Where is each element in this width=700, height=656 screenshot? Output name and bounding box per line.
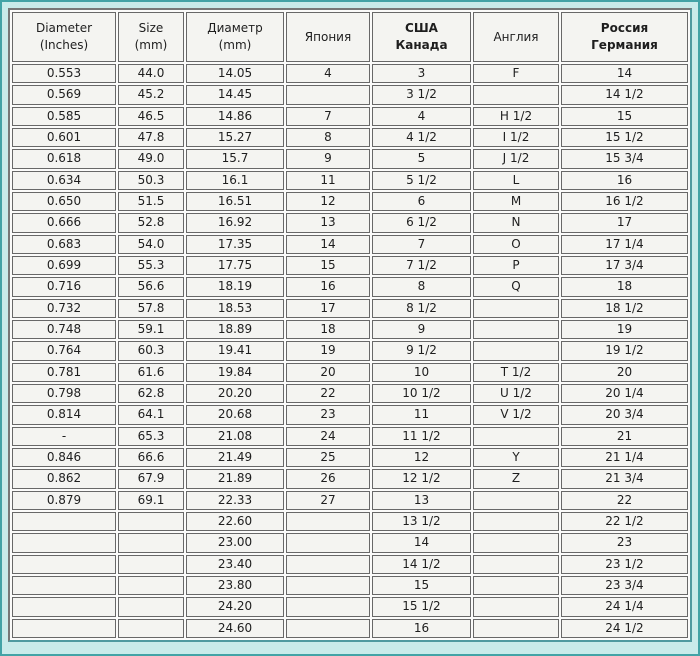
table-row xyxy=(12,320,688,339)
table-cell: 11 xyxy=(372,405,471,424)
table-cell xyxy=(473,299,559,318)
table-cell xyxy=(286,85,370,104)
table-cell: 10 xyxy=(372,363,471,382)
table-cell: 24 xyxy=(286,427,370,446)
table-cell: 15 xyxy=(372,576,471,595)
table-cell: 51.5 xyxy=(118,192,184,211)
table-row xyxy=(12,107,688,126)
table-cell: 4 xyxy=(286,64,370,83)
table-cell: 17 3/4 xyxy=(561,256,688,275)
table-cell: 0.862 xyxy=(12,469,116,488)
table-cell: 13 1/2 xyxy=(372,512,471,531)
table-cell: 24.60 xyxy=(186,619,284,638)
table-cell: 27 xyxy=(286,491,370,510)
table-cell: 16 xyxy=(561,171,688,190)
table-cell: 14 xyxy=(286,235,370,254)
table-cell: 0.798 xyxy=(12,384,116,403)
table-row xyxy=(12,576,688,595)
table-row xyxy=(12,448,688,467)
table-cell: 19 1/2 xyxy=(561,341,688,360)
table-cell: 20.20 xyxy=(186,384,284,403)
table-cell: 0.553 xyxy=(12,64,116,83)
table-cell: 0.666 xyxy=(12,213,116,232)
table-cell: 4 1/2 xyxy=(372,128,471,147)
table-row xyxy=(12,555,688,574)
table-row xyxy=(12,277,688,296)
table-cell xyxy=(286,619,370,638)
table-cell: 15 1/2 xyxy=(372,597,471,616)
table-cell xyxy=(473,512,559,531)
table-cell xyxy=(473,491,559,510)
table-cell: 14.05 xyxy=(186,64,284,83)
table-cell: 47.8 xyxy=(118,128,184,147)
table-cell: 4 xyxy=(372,107,471,126)
table-cell: 16.1 xyxy=(186,171,284,190)
table-cell: 24.20 xyxy=(186,597,284,616)
table-cell: 18 xyxy=(561,277,688,296)
table-cell: P xyxy=(473,256,559,275)
table-cell xyxy=(118,512,184,531)
table-cell: 57.8 xyxy=(118,299,184,318)
table-cell: 15.7 xyxy=(186,149,284,168)
table-cell: 0.716 xyxy=(12,277,116,296)
table-cell: Z xyxy=(473,469,559,488)
table-cell: 15 1/2 xyxy=(561,128,688,147)
table-cell: 55.3 xyxy=(118,256,184,275)
table-cell xyxy=(286,533,370,552)
table-cell: 0.650 xyxy=(12,192,116,211)
table-cell: 0.748 xyxy=(12,320,116,339)
table-cell xyxy=(12,533,116,552)
table-cell: 13 xyxy=(286,213,370,232)
table-cell: 20 xyxy=(286,363,370,382)
table-cell: 16 xyxy=(372,619,471,638)
table-cell: 23 1/2 xyxy=(561,555,688,574)
table-cell: 17.75 xyxy=(186,256,284,275)
header-row xyxy=(12,12,688,62)
table-cell: 54.0 xyxy=(118,235,184,254)
table-cell: 17.35 xyxy=(186,235,284,254)
table-cell: 16.92 xyxy=(186,213,284,232)
table-cell: 0.634 xyxy=(12,171,116,190)
table-cell: 16.51 xyxy=(186,192,284,211)
table-cell xyxy=(286,597,370,616)
table-cell: 12 xyxy=(286,192,370,211)
table-row xyxy=(12,491,688,510)
table-cell: 18 1/2 xyxy=(561,299,688,318)
table-cell: 0.879 xyxy=(12,491,116,510)
table-cell: 23 xyxy=(286,405,370,424)
table-cell: 19.84 xyxy=(186,363,284,382)
table-cell: 18 xyxy=(286,320,370,339)
table-cell: 22.60 xyxy=(186,512,284,531)
table-cell: 0.569 xyxy=(12,85,116,104)
table-cell: 61.6 xyxy=(118,363,184,382)
table-cell: 49.0 xyxy=(118,149,184,168)
table-cell: 10 1/2 xyxy=(372,384,471,403)
table-cell: 9 xyxy=(286,149,370,168)
table-cell: 22 xyxy=(561,491,688,510)
table-cell: 24 1/2 xyxy=(561,619,688,638)
table-cell xyxy=(473,427,559,446)
table-cell: 17 xyxy=(561,213,688,232)
table-cell: 20 xyxy=(561,363,688,382)
table-row xyxy=(12,341,688,360)
table-cell: 19 xyxy=(561,320,688,339)
table-row xyxy=(12,299,688,318)
table-row xyxy=(12,149,688,168)
table-cell: 3 1/2 xyxy=(372,85,471,104)
table-cell: 14.86 xyxy=(186,107,284,126)
table-cell: 46.5 xyxy=(118,107,184,126)
table-cell: 11 xyxy=(286,171,370,190)
table-cell: 0.585 xyxy=(12,107,116,126)
table-cell: 22.33 xyxy=(186,491,284,510)
table-cell: 0.699 xyxy=(12,256,116,275)
table-cell: 20 1/4 xyxy=(561,384,688,403)
table-cell: 23 3/4 xyxy=(561,576,688,595)
table-cell: 0.601 xyxy=(12,128,116,147)
table-cell: H 1/2 xyxy=(473,107,559,126)
table-cell: 64.1 xyxy=(118,405,184,424)
table-cell: L xyxy=(473,171,559,190)
table-cell: 21 1/4 xyxy=(561,448,688,467)
table-cell: 9 1/2 xyxy=(372,341,471,360)
table-cell: 0.683 xyxy=(12,235,116,254)
table-cell: 19 xyxy=(286,341,370,360)
table-cell xyxy=(473,597,559,616)
table-cell: 8 xyxy=(372,277,471,296)
table-cell: 21 3/4 xyxy=(561,469,688,488)
table-cell: U 1/2 xyxy=(473,384,559,403)
table-cell: 0.618 xyxy=(12,149,116,168)
table-cell: I 1/2 xyxy=(473,128,559,147)
table-cell: 22 1/2 xyxy=(561,512,688,531)
table-cell: 24 1/4 xyxy=(561,597,688,616)
column-header-1: Size (mm) xyxy=(118,12,184,62)
table-cell xyxy=(286,576,370,595)
table-cell: 21.49 xyxy=(186,448,284,467)
table-row xyxy=(12,64,688,83)
table-cell: 23 xyxy=(561,533,688,552)
table-cell: - xyxy=(12,427,116,446)
table-cell: 15 3/4 xyxy=(561,149,688,168)
table-cell: 7 xyxy=(286,107,370,126)
table-row xyxy=(12,427,688,446)
table-cell: 18.53 xyxy=(186,299,284,318)
table-cell xyxy=(473,320,559,339)
table-cell: Y xyxy=(473,448,559,467)
table-cell: O xyxy=(473,235,559,254)
ring-size-conversion-table xyxy=(8,8,692,642)
table-cell: 6 1/2 xyxy=(372,213,471,232)
table-cell: 18.89 xyxy=(186,320,284,339)
table-row xyxy=(12,405,688,424)
table-cell: 17 1/4 xyxy=(561,235,688,254)
table-cell: 52.8 xyxy=(118,213,184,232)
table-cell: 16 1/2 xyxy=(561,192,688,211)
table-cell xyxy=(12,576,116,595)
table-cell: 3 xyxy=(372,64,471,83)
table-row xyxy=(12,192,688,211)
table-cell: 17 xyxy=(286,299,370,318)
table-cell: 13 xyxy=(372,491,471,510)
table-cell: 0.846 xyxy=(12,448,116,467)
table-cell xyxy=(12,512,116,531)
table-cell xyxy=(118,555,184,574)
table-cell: 0.732 xyxy=(12,299,116,318)
table-cell: 14.45 xyxy=(186,85,284,104)
table-cell: F xyxy=(473,64,559,83)
table-row xyxy=(12,128,688,147)
table-row xyxy=(12,619,688,638)
table-cell xyxy=(286,555,370,574)
table-cell: Q xyxy=(473,277,559,296)
table-cell: 8 xyxy=(286,128,370,147)
column-header-2: Диаметр (mm) xyxy=(186,12,284,62)
table-cell: 0.814 xyxy=(12,405,116,424)
table-cell: 56.6 xyxy=(118,277,184,296)
table-cell: 44.0 xyxy=(118,64,184,83)
column-header-5: Англия xyxy=(473,12,559,62)
table-cell xyxy=(473,85,559,104)
table-row xyxy=(12,256,688,275)
table-cell: 14 1/2 xyxy=(561,85,688,104)
table-cell: 20 3/4 xyxy=(561,405,688,424)
table-row xyxy=(12,469,688,488)
table-cell: 25 xyxy=(286,448,370,467)
table-cell xyxy=(286,512,370,531)
table-cell: 7 1/2 xyxy=(372,256,471,275)
table-cell: 26 xyxy=(286,469,370,488)
table-cell: 0.764 xyxy=(12,341,116,360)
table-cell: 67.9 xyxy=(118,469,184,488)
table-cell xyxy=(118,533,184,552)
table-cell: 15.27 xyxy=(186,128,284,147)
table-cell: 21.89 xyxy=(186,469,284,488)
table-cell: 45.2 xyxy=(118,85,184,104)
table-row xyxy=(12,363,688,382)
table-cell xyxy=(473,576,559,595)
table-cell: 9 xyxy=(372,320,471,339)
table-cell: 18.19 xyxy=(186,277,284,296)
table-cell: 8 1/2 xyxy=(372,299,471,318)
table-cell: 22 xyxy=(286,384,370,403)
table-cell: 11 1/2 xyxy=(372,427,471,446)
table-cell: 20.68 xyxy=(186,405,284,424)
table-cell xyxy=(12,597,116,616)
table-cell xyxy=(473,341,559,360)
table-cell: 16 xyxy=(286,277,370,296)
column-header-6: Россия Германия xyxy=(561,12,688,62)
table-row xyxy=(12,213,688,232)
table-cell: 66.6 xyxy=(118,448,184,467)
table-row xyxy=(12,597,688,616)
table-cell: N xyxy=(473,213,559,232)
table-cell: 69.1 xyxy=(118,491,184,510)
table-cell: 50.3 xyxy=(118,171,184,190)
table-cell xyxy=(118,597,184,616)
table-cell: 60.3 xyxy=(118,341,184,360)
table-cell: 23.00 xyxy=(186,533,284,552)
table-row xyxy=(12,384,688,403)
table-cell: 5 xyxy=(372,149,471,168)
table-row xyxy=(12,171,688,190)
table-cell: 0.781 xyxy=(12,363,116,382)
table-cell xyxy=(473,533,559,552)
table-cell xyxy=(473,555,559,574)
table-cell xyxy=(12,555,116,574)
table-cell: 5 1/2 xyxy=(372,171,471,190)
column-header-3: Япония xyxy=(286,12,370,62)
table-cell xyxy=(118,619,184,638)
table-cell: 14 1/2 xyxy=(372,555,471,574)
table-cell xyxy=(12,619,116,638)
table-cell: 21 xyxy=(561,427,688,446)
table-cell: J 1/2 xyxy=(473,149,559,168)
table-cell: 15 xyxy=(561,107,688,126)
column-header-4: США Канада xyxy=(372,12,471,62)
table-cell: M xyxy=(473,192,559,211)
table-cell: 23.40 xyxy=(186,555,284,574)
table-cell: 62.8 xyxy=(118,384,184,403)
table-cell xyxy=(473,619,559,638)
table-row xyxy=(12,235,688,254)
table-cell: 12 1/2 xyxy=(372,469,471,488)
column-header-0: Diameter (Inches) xyxy=(12,12,116,62)
table-cell: 14 xyxy=(372,533,471,552)
table-cell: 21.08 xyxy=(186,427,284,446)
table-row xyxy=(12,512,688,531)
table-cell: T 1/2 xyxy=(473,363,559,382)
table-cell: 59.1 xyxy=(118,320,184,339)
table-cell: 23.80 xyxy=(186,576,284,595)
table-cell xyxy=(118,576,184,595)
table-cell: 7 xyxy=(372,235,471,254)
table-row xyxy=(12,533,688,552)
table-cell: 12 xyxy=(372,448,471,467)
table-cell: 65.3 xyxy=(118,427,184,446)
table-cell: 14 xyxy=(561,64,688,83)
table-cell: 6 xyxy=(372,192,471,211)
table-cell: 15 xyxy=(286,256,370,275)
table-row xyxy=(12,85,688,104)
table-cell: 19.41 xyxy=(186,341,284,360)
table-cell: V 1/2 xyxy=(473,405,559,424)
